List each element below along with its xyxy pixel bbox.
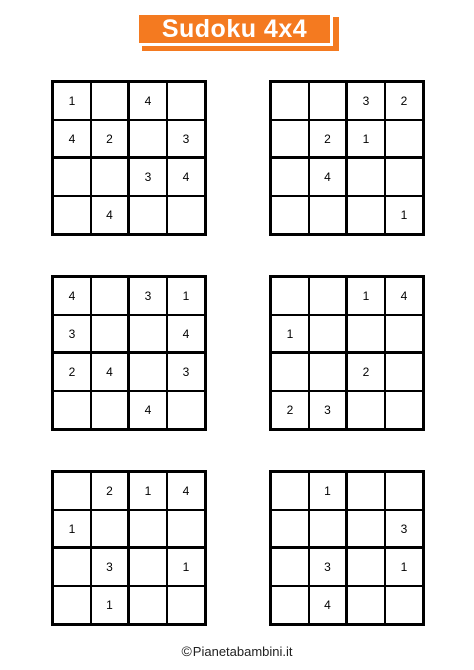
sudoku-cell[interactable]: 4 (167, 158, 205, 196)
sudoku-grid (269, 80, 425, 236)
sudoku-cell[interactable] (271, 196, 309, 234)
sudoku-cell[interactable] (271, 120, 309, 158)
sudoku-cell[interactable]: 1 (347, 120, 385, 158)
sudoku-cell[interactable]: 3 (309, 391, 347, 429)
sudoku-cell[interactable]: 4 (385, 277, 423, 315)
sudoku-cell[interactable]: 4 (53, 277, 91, 315)
site-name: Pianetabambini.it (192, 644, 293, 659)
sudoku-cell[interactable] (385, 391, 423, 429)
sudoku-cell[interactable] (271, 510, 309, 548)
sudoku-cell[interactable] (53, 472, 91, 510)
sudoku-cell[interactable] (167, 196, 205, 234)
sudoku-cell[interactable]: 2 (385, 82, 423, 120)
sudoku-cell[interactable] (271, 82, 309, 120)
sudoku-cell[interactable] (347, 158, 385, 196)
footer (0, 643, 474, 659)
sudoku-grid (51, 80, 207, 236)
sudoku-cell[interactable] (91, 277, 129, 315)
sudoku-cell[interactable] (385, 315, 423, 353)
sudoku-cell[interactable]: 2 (347, 353, 385, 391)
sudoku-cell[interactable] (129, 120, 167, 158)
sudoku-cell[interactable]: 2 (53, 353, 91, 391)
sudoku-cell[interactable] (167, 82, 205, 120)
sudoku-cell[interactable]: 2 (91, 120, 129, 158)
sudoku-cell[interactable] (347, 196, 385, 234)
sudoku-cell[interactable]: 1 (385, 548, 423, 586)
sudoku-cell[interactable] (385, 120, 423, 158)
sudoku-cell[interactable] (129, 196, 167, 234)
sudoku-cell[interactable] (129, 315, 167, 353)
sudoku-cell[interactable] (53, 158, 91, 196)
sudoku-cell[interactable]: 3 (129, 158, 167, 196)
sudoku-cell[interactable] (309, 315, 347, 353)
sudoku-cell[interactable]: 4 (91, 353, 129, 391)
sudoku-grid (269, 470, 425, 626)
sudoku-cell[interactable] (271, 548, 309, 586)
sudoku-cell[interactable]: 4 (309, 586, 347, 624)
page-title: Sudoku 4x4 (136, 12, 333, 46)
sudoku-cell[interactable] (91, 510, 129, 548)
sudoku-cell[interactable] (271, 586, 309, 624)
sudoku-cell[interactable] (91, 315, 129, 353)
sudoku-cell[interactable] (53, 391, 91, 429)
sudoku-cell[interactable]: 1 (53, 510, 91, 548)
sudoku-cell[interactable] (53, 586, 91, 624)
sudoku-cell[interactable] (309, 510, 347, 548)
sudoku-cell[interactable] (271, 472, 309, 510)
sudoku-cell[interactable]: 1 (167, 548, 205, 586)
sudoku-cell[interactable] (347, 472, 385, 510)
sudoku-cell[interactable] (271, 353, 309, 391)
sudoku-cell[interactable] (91, 158, 129, 196)
sudoku-cell[interactable] (167, 510, 205, 548)
sudoku-cell[interactable]: 3 (385, 510, 423, 548)
sudoku-cell[interactable]: 4 (167, 472, 205, 510)
sudoku-cell[interactable]: 2 (91, 472, 129, 510)
sudoku-cell[interactable]: 4 (309, 158, 347, 196)
sudoku-cell[interactable]: 1 (91, 586, 129, 624)
sudoku-cell[interactable] (385, 158, 423, 196)
sudoku-cell[interactable]: 4 (129, 391, 167, 429)
sudoku-cell[interactable]: 4 (91, 196, 129, 234)
sudoku-cell[interactable]: 1 (347, 277, 385, 315)
sudoku-cell[interactable]: 2 (309, 120, 347, 158)
sudoku-cell[interactable] (53, 548, 91, 586)
sudoku-cell[interactable]: 2 (271, 391, 309, 429)
copyright-icon: © (181, 643, 192, 659)
sudoku-grid (269, 275, 425, 431)
sudoku-cell[interactable] (91, 391, 129, 429)
sudoku-cell[interactable]: 3 (53, 315, 91, 353)
sudoku-cell[interactable] (347, 315, 385, 353)
sudoku-grid (51, 470, 207, 626)
sudoku-cell[interactable]: 1 (53, 82, 91, 120)
sudoku-cell[interactable] (385, 586, 423, 624)
sudoku-cell[interactable]: 4 (53, 120, 91, 158)
sudoku-grid (51, 275, 207, 431)
sudoku-cell[interactable] (271, 277, 309, 315)
sudoku-cell[interactable] (309, 82, 347, 120)
sudoku-cell[interactable] (129, 586, 167, 624)
sudoku-cell[interactable]: 3 (309, 548, 347, 586)
sudoku-cell[interactable]: 4 (129, 82, 167, 120)
sudoku-cell[interactable] (347, 510, 385, 548)
sudoku-cell[interactable] (167, 586, 205, 624)
sudoku-cell[interactable] (347, 586, 385, 624)
sudoku-cell[interactable] (309, 196, 347, 234)
sudoku-cell[interactable] (167, 391, 205, 429)
sudoku-cell[interactable]: 3 (167, 353, 205, 391)
sudoku-cell[interactable]: 1 (129, 472, 167, 510)
sudoku-cell[interactable]: 1 (385, 196, 423, 234)
sudoku-cell[interactable] (91, 82, 129, 120)
sudoku-cell[interactable] (309, 277, 347, 315)
sudoku-cell[interactable]: 3 (91, 548, 129, 586)
sudoku-cell[interactable] (347, 548, 385, 586)
sudoku-cell[interactable] (385, 472, 423, 510)
sudoku-cell[interactable]: 4 (167, 315, 205, 353)
sudoku-cell[interactable] (309, 353, 347, 391)
sudoku-cell[interactable] (271, 158, 309, 196)
sudoku-cell[interactable] (129, 353, 167, 391)
sudoku-cell[interactable]: 3 (129, 277, 167, 315)
sudoku-cell[interactable] (129, 548, 167, 586)
sudoku-cell[interactable] (347, 391, 385, 429)
sudoku-cell[interactable] (129, 510, 167, 548)
sudoku-cell[interactable]: 1 (167, 277, 205, 315)
sudoku-cell[interactable] (385, 353, 423, 391)
sudoku-cell[interactable]: 3 (347, 82, 385, 120)
sudoku-cell[interactable]: 3 (167, 120, 205, 158)
sudoku-cell[interactable] (53, 196, 91, 234)
sudoku-cell[interactable]: 1 (309, 472, 347, 510)
sudoku-cell[interactable]: 1 (271, 315, 309, 353)
